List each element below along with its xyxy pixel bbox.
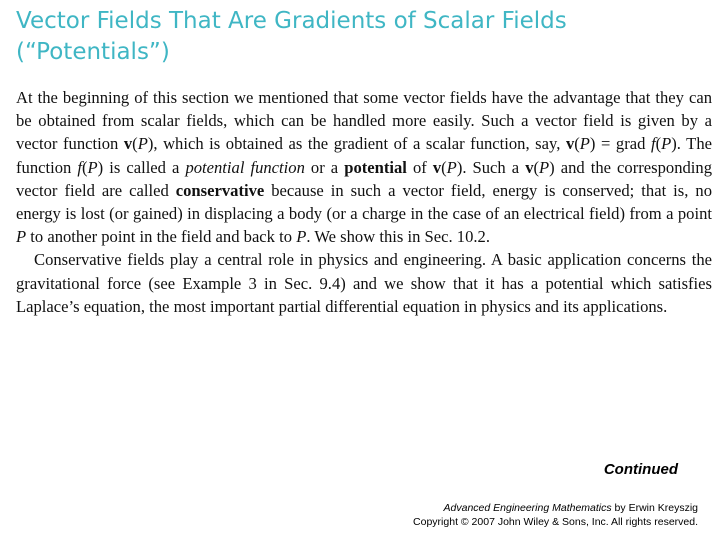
bold-term: v — [123, 134, 133, 154]
text-run: ) and the corresponding vector field are called — [16, 157, 712, 200]
text-run: ( — [533, 157, 540, 177]
text-run: ), which is obtained as the gradient of a scalar function, say, — [147, 134, 566, 154]
italic-term: P — [579, 134, 590, 154]
title-line-1: Vector Fields That Are Gradients of Scalar Fields — [16, 8, 567, 34]
italic-term: P — [539, 157, 550, 177]
italic-term: P — [137, 134, 148, 154]
text-run: . We show this in Sec. 10.2. — [306, 227, 490, 247]
continued-label: Continued — [603, 461, 678, 478]
italic-term: P — [87, 157, 98, 177]
footer-book-line — [413, 501, 698, 515]
italic-term: P — [16, 227, 27, 247]
italic-term: P — [296, 227, 307, 247]
bold-term: v — [525, 157, 534, 177]
italic-term: P — [661, 134, 672, 154]
bold-term: potential — [344, 157, 407, 177]
text-run: ( — [574, 134, 580, 154]
text-run: ). Such a — [456, 157, 526, 177]
text-run: because in such a vector field, energy is conserved; that is, no energy is lost (or gained) in displacing a body (or a charge in the case of an electrical field) from a point — [16, 180, 712, 224]
body-text — [16, 86, 712, 318]
text-run: of — [406, 157, 433, 177]
paragraph-2 — [16, 248, 712, 318]
bold-term: conservative — [175, 180, 265, 200]
italic-term: potential function — [185, 157, 305, 177]
slide-title — [16, 6, 706, 68]
text-run: Conservative fields play a central role in physics and engineering. A basic application concerns the gravitational force (see Example 3 in Sec. 9.4) and we show that it has a potential which satisfies Laplace’s equation, the most important partial differential equation in physics and its applications. — [16, 250, 712, 316]
title-line-2: (“Potentials”) — [16, 39, 170, 65]
bold-term: v — [432, 157, 442, 177]
footer-copyright: Copyright © 2007 John Wiley & Sons, Inc. All rights reserved. — [413, 516, 698, 528]
italic-term: P — [446, 157, 457, 177]
text-run: ( — [81, 157, 88, 177]
paragraph-1 — [16, 86, 712, 248]
text-run: ( — [441, 157, 447, 177]
text-run: or a — [304, 157, 345, 177]
text-run: ( — [655, 134, 662, 154]
bold-term: v — [565, 134, 575, 154]
italic-term: f — [650, 134, 656, 154]
text-run: ( — [132, 134, 138, 154]
text-run: At the beginning of this section we mentioned that some vector fields have the advantage that they can be obtained from scalar fields, which can be handled more easily. Such a vector field is given by a vector function — [16, 88, 712, 154]
footer-credit — [413, 501, 698, 529]
text-run: ). The function — [16, 134, 712, 177]
text-run: ) = grad — [589, 134, 651, 154]
italic-term: f — [77, 157, 82, 177]
book-author: by Erwin Kreyszig — [611, 502, 698, 514]
book-title: Advanced Engineering Mathematics — [443, 502, 612, 514]
text-run: to another point in the field and back to — [26, 227, 297, 247]
text-run: ) is called a — [97, 157, 186, 177]
